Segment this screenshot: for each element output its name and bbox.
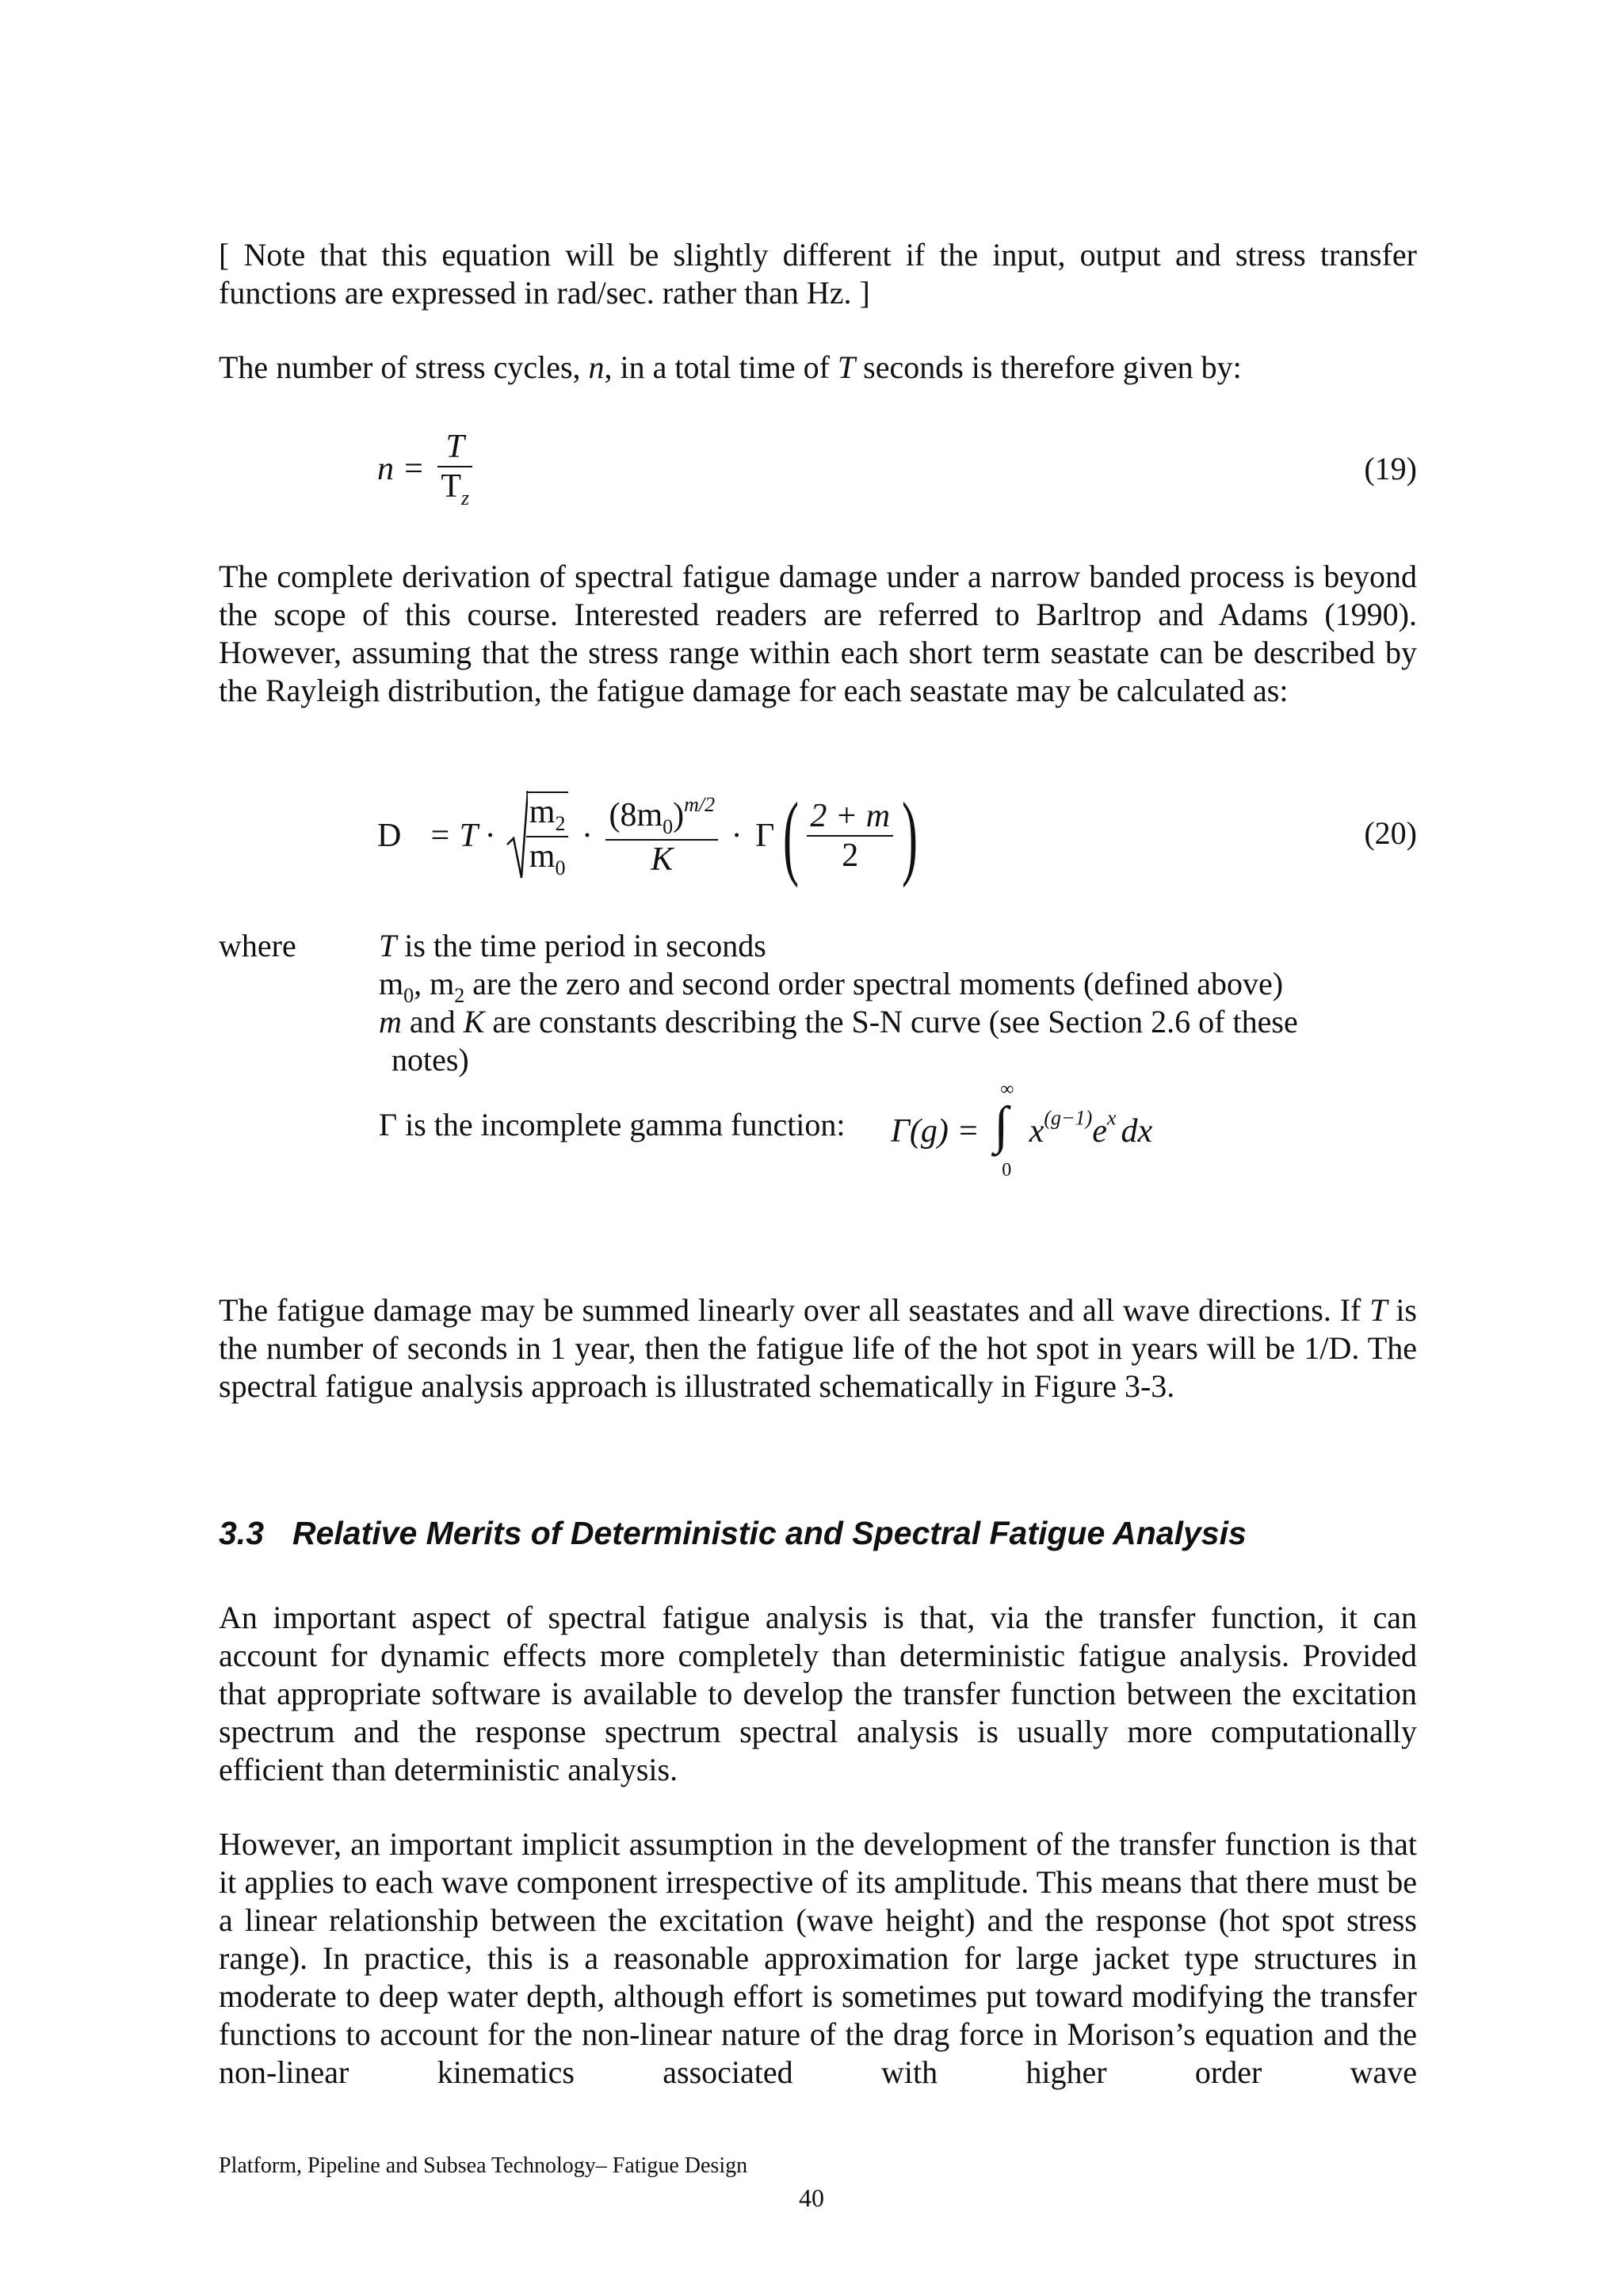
section-number: 3.3 (219, 1515, 264, 1551)
eq20-main-fraction: $\frac{(8m_0)^{m/2}}{K}$ (605, 793, 718, 879)
sqrt-icon (506, 789, 528, 883)
left-paren-icon: ( (782, 783, 799, 888)
eq20-gamma: Γ (755, 818, 775, 854)
where-line-gamma: Γ is the incomplete gamma function: (379, 1107, 846, 1142)
equation-20: D = T · $\frac{m_2}{m_0}$ · $\frac{(8m_0)^{m/2}}{K}$ · Γ ( $\frac{2 + m}{2}$ ) (377, 783, 918, 888)
where-label: where (219, 928, 296, 963)
eq19-fraction: $\frac{T}{T_z}$ (437, 428, 472, 510)
summation-paragraph: The fatigue damage may be summed linearly over all seastates and all wave directions. If T is the number of seconds in 1 year, then the fatigue life of the hot spot in years will be 1/D. The spectral fatigue analysis approach is illustrated schematically in Figure 3-3. (219, 1292, 1417, 1404)
cycles-sentence: The number of stress cycles, n, in a total time of T seconds is therefore given by: (219, 349, 1242, 385)
page-number: 40 (799, 2183, 824, 2212)
integral-sign: ∞ ∫ 0 (994, 1079, 1014, 1180)
section-title: Relative Merits of Deterministic and Spectral Fatigue Analysis (292, 1515, 1247, 1551)
eq20-gamma-fraction: $\frac{2 + m}{2}$ (807, 797, 893, 875)
eq19-lhs: n = (377, 451, 425, 487)
where-line-constants-cont: notes) (391, 1042, 469, 1077)
where-line-time: T is the time period in seconds (379, 928, 766, 963)
equation-19 (377, 428, 472, 510)
where-line-moments: $m_0$, $m_2$ are the zero and second order spectral moments (defined above) (379, 966, 1284, 1007)
right-paren-icon: ) (901, 783, 918, 888)
eq20-eq: = T · (428, 818, 495, 854)
section-heading (219, 1515, 1247, 1552)
eq20-lhs: D (377, 818, 402, 854)
merits-paragraph: An important aspect of spectral fatigue analysis is that, via the transfer function, it can account for dynamic effects more completely than deterministic fatigue analysis. Provided that appropriate software is available to develop the transfer function between the excitation spectrum and the response spectrum spectral analysis is usually more computationally efficient than deterministic analysis. (219, 1600, 1417, 1787)
assumption-paragraph: However, an important implicit assumption in the development of the transfer function is that it applies to each wave component irrespective of its amplitude. This means that there must be a linear relationship between the excitation (wave height) and the response (hot spot stress range). In practice, this is a reasonable approximation for large jacket type structures in moderate to deep water depth, although effort is sometimes put toward modifying the transfer functions to account for the non-linear nature of the drag force in Morison’s equation and the non-linear kinematics associated with higher order wave (219, 1826, 1417, 2090)
gamma-integral: Γ(g) = ∞ ∫ 0 $x^{(g-1)}e^x$ dx (891, 1079, 1153, 1180)
eq20-sqrt-fraction: $\frac{m_2}{m_0}$ (526, 791, 569, 880)
note-paragraph: [ Note that this equation will be slightly different if the input, output and stress transfer functions are expressed in rad/sec. rather than Hz. ] (219, 237, 1417, 311)
equation-19-number: (19) (1364, 451, 1417, 486)
where-line-constants: m and K are constants describing the S-N curve (see Section 2.6 of these (379, 1004, 1298, 1039)
derivation-paragraph: The complete derivation of spectral fatigue damage under a narrow banded process is beyond the scope of this course. Interested readers are referred to Barltrop and Adams (1990). However, assuming that the stress range within each short term seastate can be described by the Rayleigh distribution, the fatigue damage for each seastate may be calculated as: (219, 559, 1417, 708)
footer-title: Platform, Pipeline and Subsea Technology– Fatigue Design (219, 2153, 748, 2178)
equation-20-number: (20) (1364, 815, 1417, 851)
